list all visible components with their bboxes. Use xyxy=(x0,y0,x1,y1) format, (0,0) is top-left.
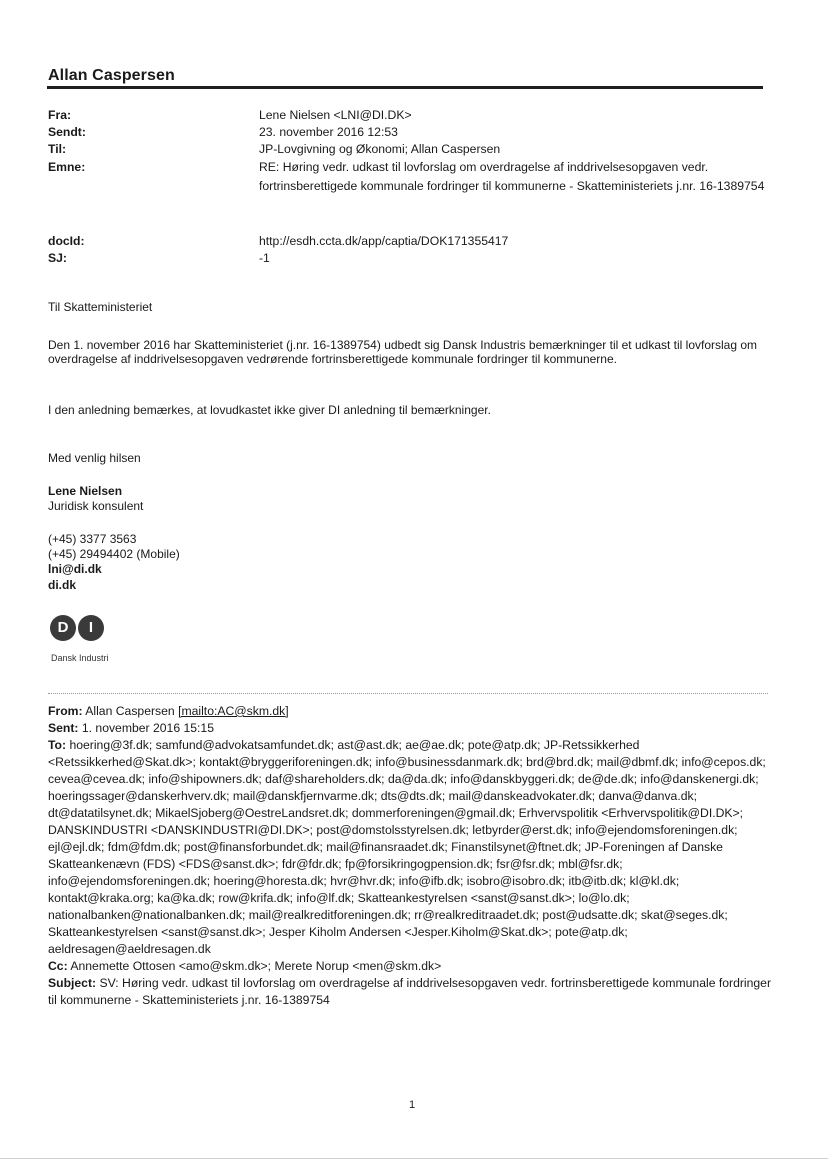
mailbox-owner: Allan Caspersen xyxy=(48,67,175,84)
footer-rule xyxy=(0,1158,828,1159)
fwd-subject-value: SV: Høring vedr. udkast til lovforslag om overdragelse af inddrivelsesopgaven vedr. fortrinsberettigede kommunale fordringer til kommunerne - Skatteministeriets j.nr. 16-1389754 xyxy=(48,976,772,1007)
owner-rule xyxy=(47,86,763,89)
fwd-cc-value: Annemette Ottosen <amo@skm.dk>; Merete Norup <men@skm.dk> xyxy=(70,959,442,973)
fwd-from-line xyxy=(48,703,776,720)
signature-title: Juridisk konsulent xyxy=(48,499,144,513)
header-value: Lene Nielsen <LNI@DI.DK> xyxy=(259,108,412,122)
dansk-industri-logo xyxy=(48,615,138,665)
signature-phone: (+45) 3377 3563 xyxy=(48,532,137,546)
fwd-subject-line xyxy=(48,975,776,1009)
forwarded-header xyxy=(48,703,776,1009)
fwd-sent-line xyxy=(48,720,776,737)
header-value: RE: Høring vedr. udkast til lovforslag om overdragelse af inddrivelsesopgaven vedr. fortrinsberettigede kommunale fordringer til kommunerne - Skatteministeriets j.nr. 16-1389754 xyxy=(259,160,765,193)
logo-circle-i: I xyxy=(78,615,104,641)
header-value: http://esdh.ccta.dk/app/captia/DOK171355417 xyxy=(259,234,509,248)
header-label: Emne: xyxy=(48,160,86,174)
header-label: SJ: xyxy=(48,251,67,265)
fwd-cc-line xyxy=(48,958,776,975)
closing: Med venlig hilsen xyxy=(48,451,141,465)
fwd-to-line xyxy=(48,737,776,958)
header-value: JP-Lovgivning og Økonomi; Allan Caspersen xyxy=(259,142,501,156)
signature-mobile: (+45) 29494402 (Mobile) xyxy=(48,547,180,561)
body-paragraph-2: I den anledning bemærkes, at lovudkastet ikke giver DI anledning til bemærkninger. xyxy=(48,403,491,417)
fwd-sent-value: 1. november 2016 15:15 xyxy=(81,721,214,735)
fwd-from-name: Allan Caspersen xyxy=(85,704,175,718)
page-number: 1 xyxy=(409,1099,416,1111)
fwd-to-value: hoering@3f.dk; samfund@advokatsamfundet.dk; ast@ast.dk; ae@ae.dk; pote@atp.dk; JP-Retssikkerhed <Retssikkerhed@Skat.dk>; kontakt@bryggeriforeningen.dk; info@businessdanmark.dk; brd@brd.dk; mail@dbmf.dk; info@cepos.dk; cevea@cevea.dk; info@shipowners.dk; daf@shareholders.dk; da@da.dk; info@danskbyggeri.dk; de@de.dk; info@danskenergi.dk; hoeringssager@danskerhverv.dk; mail@danskfjernvarme.dk; dts@dts.dk; mail@danskeadvokater.dk; danva@danva.dk; dt@datatilsynet.dk; MikaelSjoberg@OestreLandsret.dk; dommerforeningen@gmail.dk; Erhvervspolitik <Erhvervspolitik@DI.DK>; DANSKINDUSTRI <DANSKINDUSTRI@DI.DK>; post@domstolsstyrelsen.dk; letbyrder@erst.dk; info@ejendomsforeningen.dk; ejl@ejl.dk; fdm@fdm.dk; post@finansforbundet.dk; mail@finansraadet.dk; Finanstilsynet@ftnet.dk; JP-Foreningen af Danske Skatteankenævn (FDS) <FDS@sanst.dk>; fdr@fdr.dk; fp@forsikringogpension.dk; fsr@fsr.dk; mbl@fsr.dk; info@ejendomsforeningen.dk; hoering@horesta.dk; hvr@hvr.dk; info@ifb.dk; isobro@isobro.dk; itb@itb.dk; kl@kl.dk; kontakt@kraka.org; ka@ka.dk; row@krifa.dk; info@lf.dk; Skatteankestyrelsen <sanst@sanst.dk>; lo@lo.dk; nationalbanken@nationalbanken.dk; mail@realkreditforeningen.dk; rr@realkreditraadet.dk; post@udsatte.dk; skat@seges.dk; Skatteankestyrelsen <sanst@sanst.dk>; Jesper Kiholm Andersen <Jesper.Kiholm@Skat.dk>; pote@atp.dk; aeldresagen@aeldresagen.dk xyxy=(48,738,766,956)
header-label: Sendt: xyxy=(48,125,86,139)
signature-web: di.dk xyxy=(48,578,77,592)
signature-email: lni@di.dk xyxy=(48,562,102,576)
logo-caption: Dansk Industri xyxy=(51,653,109,663)
header-label: docId: xyxy=(48,234,85,248)
fwd-from-label: From: xyxy=(48,704,83,718)
header-label: Til: xyxy=(48,142,67,156)
separator xyxy=(48,693,768,694)
logo-circle-d: D xyxy=(50,615,76,641)
fwd-from-link[interactable]: [mailto:AC@skm.dk] xyxy=(178,704,289,718)
salutation: Til Skatteministeriet xyxy=(48,300,153,314)
signature-name: Lene Nielsen xyxy=(48,484,123,498)
header-value: -1 xyxy=(259,251,270,265)
fwd-subject-label: Subject: xyxy=(48,976,97,990)
fwd-to-label: To: xyxy=(48,738,67,752)
body-paragraph-1: Den 1. november 2016 har Skatteministeriet (j.nr. 16-1389754) udbedt sig Dansk Industris bemærkninger til et udkast til lovforslag om overdragelse af inddrivelsesopgaven vedrørende fortrinsberettigede kommunale fordringer til kommunerne. xyxy=(48,338,758,366)
header-value: 23. november 2016 12:53 xyxy=(259,125,398,139)
fwd-cc-label: Cc: xyxy=(48,959,68,973)
header-label: Fra: xyxy=(48,108,72,122)
fwd-sent-label: Sent: xyxy=(48,721,79,735)
